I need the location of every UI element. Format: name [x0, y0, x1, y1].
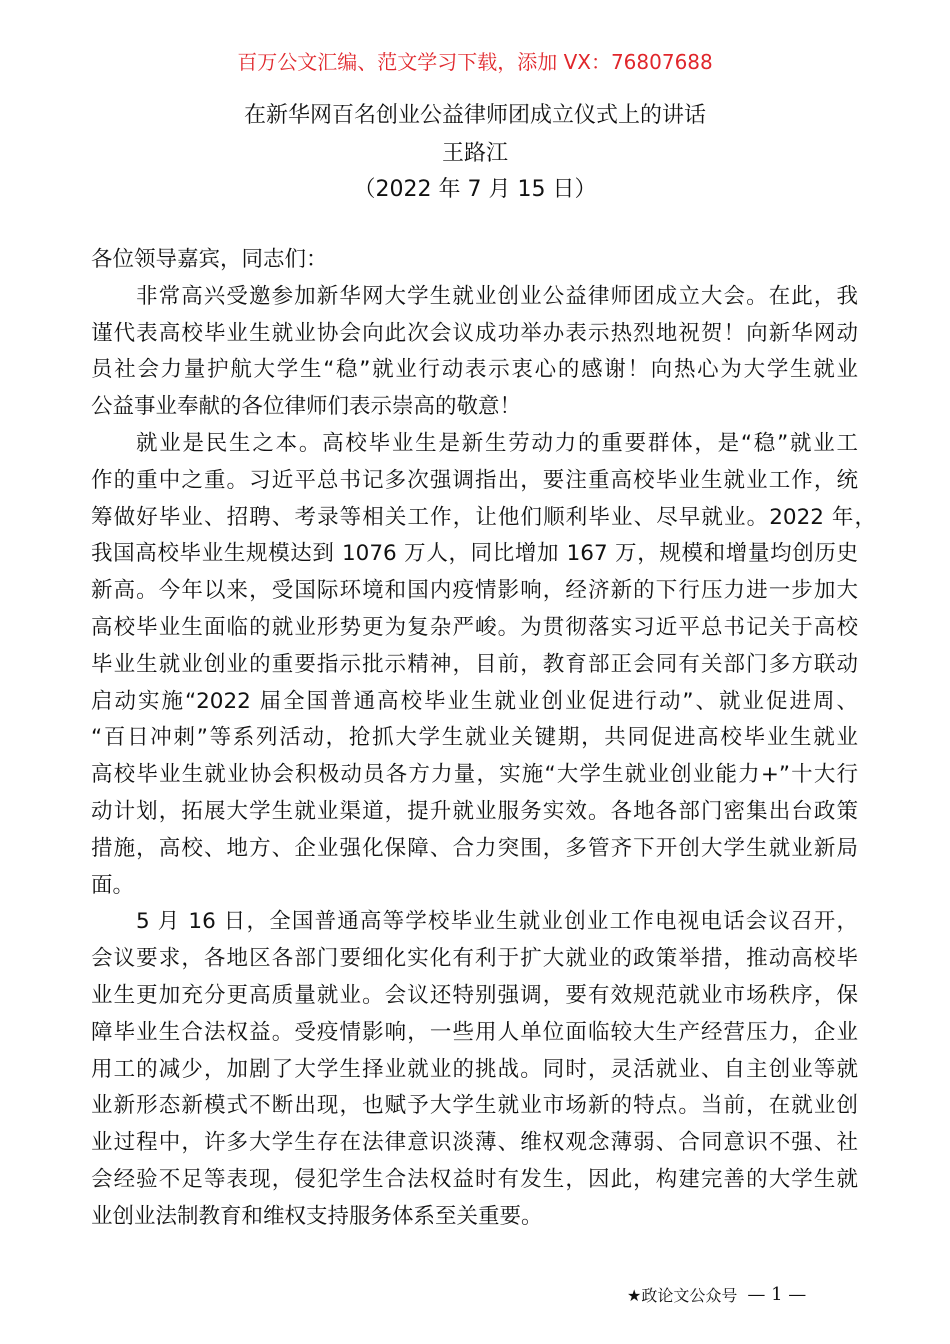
speech-date: （2022 年 7 月 15 日） [353, 177, 597, 202]
text-line: 5 月 16 日，全国普通高等学校毕业生就业创业工作电视电话会议召开， [136, 909, 858, 935]
text-line: 业创业法制教育和维权支持服务体系至关重要。 [91, 1203, 543, 1229]
footer-source: ★政论文公众号 [627, 1286, 738, 1305]
text-line: 员社会力量护航大学生“稳”就业行动表示衷心的感谢！向热心为大学生就业 [91, 357, 858, 383]
text-line: 高校毕业生面临的就业形势更为复杂严峻。为贯彻落实习近平总书记关于高校 [91, 614, 858, 640]
text-line: “百日冲刺”等系列活动，抢抓大学生就业关键期，共同促进高校毕业生就业 [91, 725, 858, 751]
text-line: 谨代表高校毕业生就业协会向此次会议成功举办表示热烈地祝贺！向新华网动 [91, 320, 858, 346]
speech-body [91, 242, 876, 1236]
page-number: — 1 — [747, 1284, 807, 1305]
download-banner: 百万公文汇编、范文学习下载，添加 VX：76807688 [237, 50, 713, 74]
text-line: 业新形态新模式不断出现，也赋予大学生就业市场新的特点。当前，在就业创 [91, 1093, 858, 1119]
text-line: 高校毕业生就业协会积极动员各方力量，实施“大学生就业创业能力+”十大行 [91, 762, 858, 788]
speech-author: 王路江 [441, 141, 508, 166]
text-line: 业生更加充分更高质量就业。会议还特别强调，要有效规范就业市场秩序，保 [91, 982, 858, 1008]
text-line: 公益事业奉献的各位律师们表示崇高的敬意！ [91, 394, 522, 420]
text-line: 启动实施“2022 届全国普通高校毕业生就业创业促进行动”、就业促进周、 [91, 688, 858, 714]
text-line: 措施，高校、地方、企业强化保障、合力突围，多管齐下开创大学生就业新局 [91, 835, 858, 861]
text-line: 会议要求，各地区各部门要细化实化有利于扩大就业的政策举措，推动高校毕 [91, 946, 858, 972]
text-line: 非常高兴受邀参加新华网大学生就业创业公益律师团成立大会。在此，我 [136, 283, 858, 309]
text-line: 会经验不足等表现，侵犯学生合法权益时有发生，因此，构建完善的大学生就 [91, 1166, 858, 1192]
speech-title: 在新华网百名创业公益律师团成立仪式上的讲话 [243, 103, 706, 128]
text-line: 障毕业生合法权益。受疫情影响，一些用人单位面临较大生产经营压力，企业 [91, 1019, 858, 1045]
salutation: 各位领导嘉宾，同志们： [91, 247, 328, 272]
text-line: 我国高校毕业生规模达到 1076 万人，同比增加 167 万，规模和增量均创历史 [91, 541, 858, 567]
text-line: 就业是民生之本。高校毕业生是新生劳动力的重要群体，是“稳”就业工 [136, 430, 858, 456]
text-line: 用工的减少，加剧了大学生择业就业的挑战。同时，灵活就业、自主创业等就 [91, 1056, 858, 1082]
text-line: 新高。今年以来，受国际环境和国内疫情影响，经济新的下行压力进一步加大 [91, 578, 858, 604]
text-line: 动计划，拓展大学生就业渠道，提升就业服务实效。各地各部门密集出台政策 [91, 798, 858, 824]
text-line: 毕业生就业创业的重要指示批示精神，目前，教育部正会同有关部门多方联动 [91, 651, 858, 677]
page-footer [627, 1283, 806, 1306]
text-line: 面。 [91, 872, 135, 898]
text-line: 作的重中之重。习近平总书记多次强调指出，要注重高校毕业生就业工作，统 [91, 467, 858, 493]
text-line: 筹做好毕业、招聘、考录等相关工作，让他们顺利毕业、尽早就业。2022 年， [91, 504, 876, 530]
text-line: 业过程中，许多大学生存在法律意识淡薄、维权观念薄弱、合同意识不强、社 [91, 1130, 858, 1156]
